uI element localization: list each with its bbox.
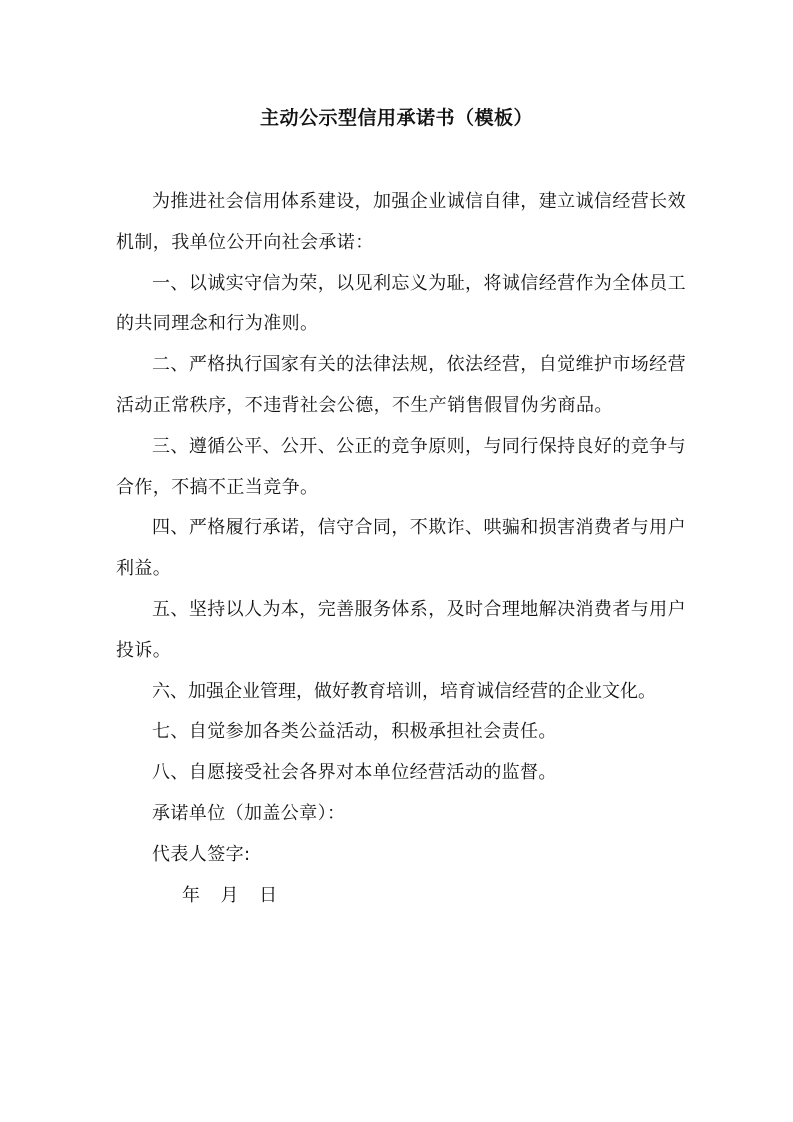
date-month-label: 月 [220, 884, 239, 906]
signature-date [116, 876, 686, 917]
commitment-item-8: 八、自愿接受社会各界对本单位经营活动的监督。 [152, 762, 557, 784]
date-day-label: 日 [259, 884, 278, 906]
signature-unit-label: 承诺单位（加盖公章）： [152, 802, 346, 824]
intro-paragraph: 为推进社会信用体系建设，加强企业诚信自律，建立诚信经营长效机制，我单位公开向社会承诺： [116, 191, 686, 253]
signature-representative-label: 代表人签字: [152, 843, 251, 865]
commitment-item-5: 五、坚持以人为本，完善服务体系，及时合理地解决消费者与用户投诉。 [116, 598, 686, 661]
commitment-item-2: 二、严格执行国家有关的法律法规，依法经营，自觉维护市场经营活动正常秩序，不违背社会公德，不生产销售假冒伪劣商品。 [116, 354, 686, 416]
document-body [116, 182, 686, 916]
commitment-item-6: 六、加强企业管理，做好教育培训，培育诚信经营的企业文化。 [152, 680, 656, 702]
document-title: 主动公示型信用承诺书（模板） [259, 107, 533, 129]
commitment-item-3: 三、遵循公平、公开、公正的竞争原则，与同行保持良好的竞争与合作，不搞不正当竞争。 [116, 435, 686, 498]
commitment-item-4: 四、严格履行承诺，信守合同，不欺诈、哄骗和损害消费者与用户利益。 [116, 517, 686, 580]
commitment-item-1: 一、以诚实守信为荣，以见利忘义为耻，将诚信经营作为全体员工的共同理念和行为准则。 [116, 272, 686, 335]
date-year-label: 年 [182, 884, 201, 906]
commitment-item-7: 七、自觉参加各类公益活动，积极承担社会责任。 [152, 721, 557, 743]
